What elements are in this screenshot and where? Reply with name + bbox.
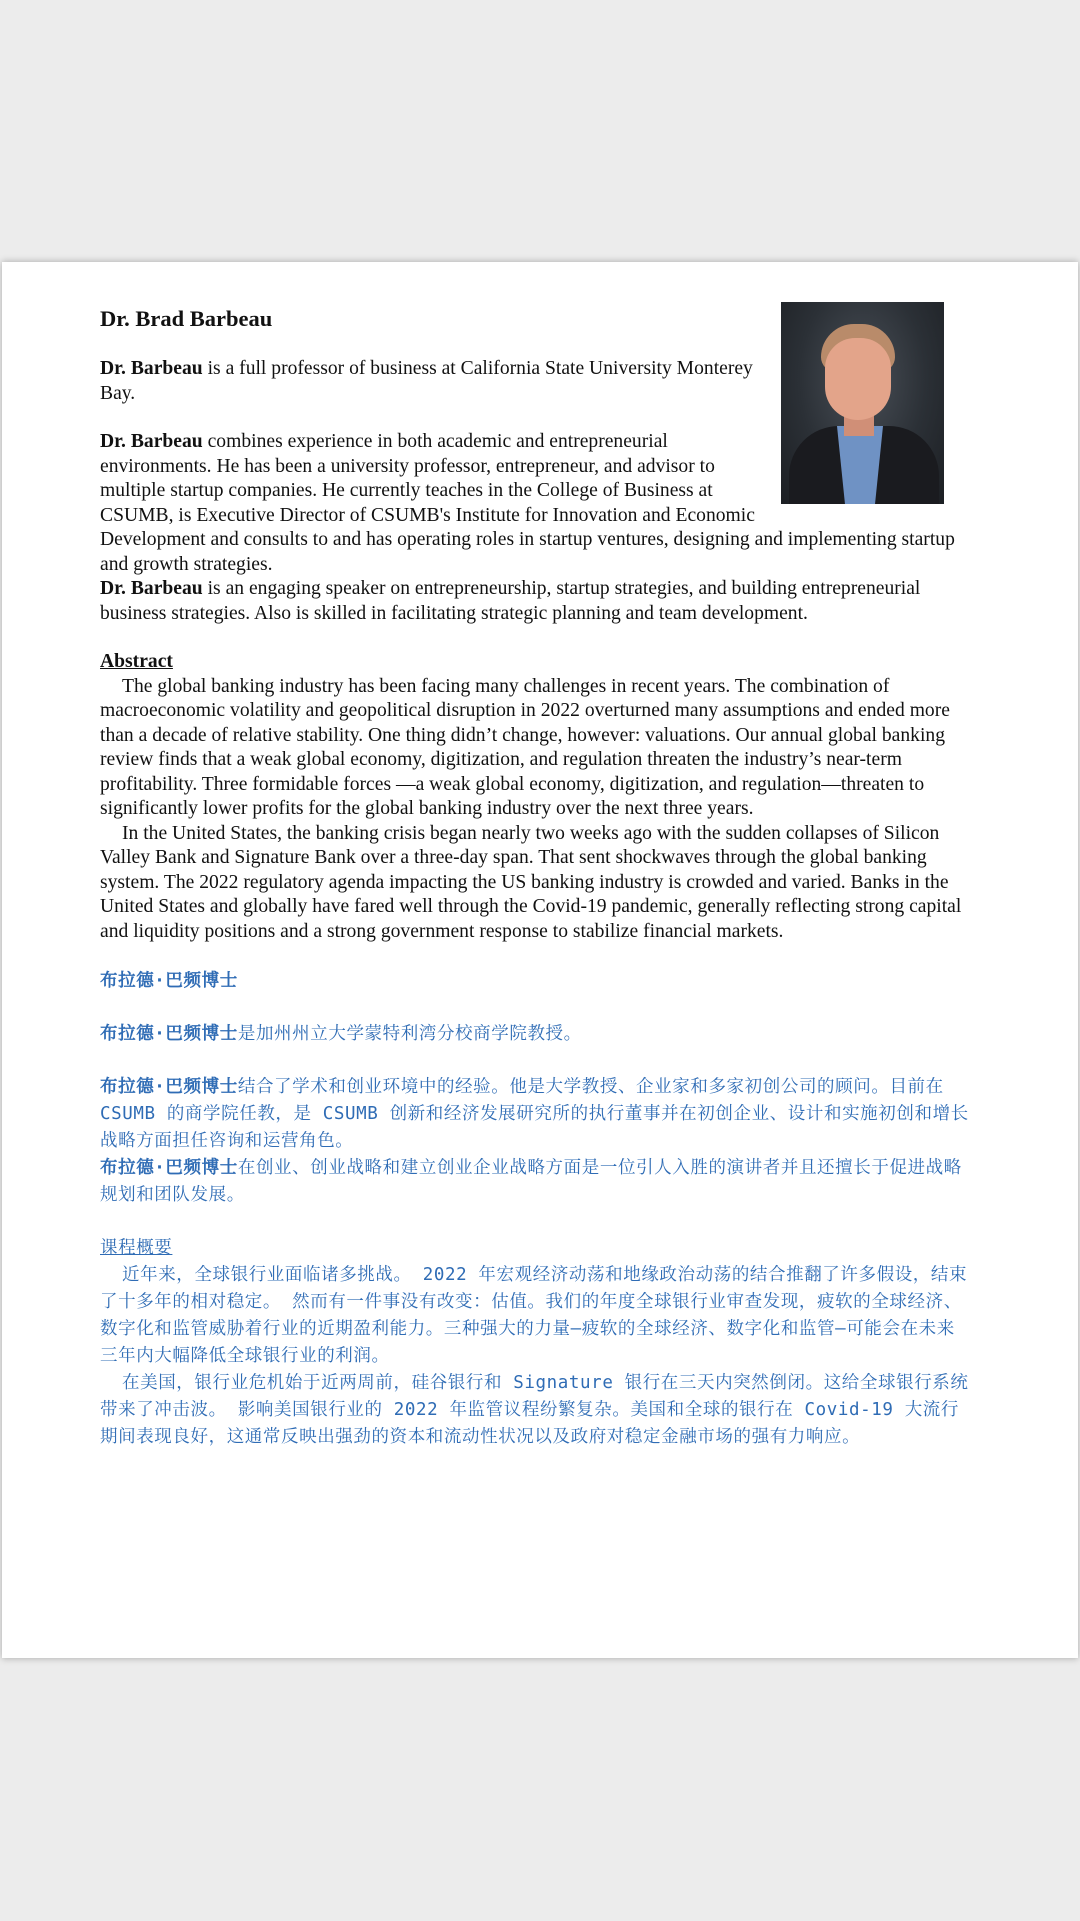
document-content: [100, 302, 970, 1451]
english-title: Dr. Brad Barbeau: [100, 306, 273, 331]
chinese-abstract-p1: 近年来，全球银行业面临诸多挑战。 2022 年宏观经济动荡和地缘政治动荡的结合推翻了许多假设，结束了十多年的相对稳定。 然而有一件事没有改变：估值。我们的年度全球银行业审查发现，疲软的全球经济、数字化和监管威胁着行业的近期盈利能力。三种强大的力量—疲软的全球经济、数字化和监管—可能会在未来三年内大幅降低全球银行业的利润。: [100, 1265, 968, 1366]
chinese-bio-2: 布拉德·巴频博士在创业、创业战略和建立创业企业战略方面是一位引人入胜的演讲者并且还擅长于促进战略规划和团队发展。: [100, 1158, 962, 1205]
english-intro: Dr. Barbeau is a full professor of business at California State University Monterey Bay.: [100, 358, 753, 404]
english-bio-2: Dr. Barbeau is an engaging speaker on entrepreneurship, startup strategies, and building entrepreneurial business strategies. Also is skilled in facilitating strategic planning and team development.: [100, 578, 921, 624]
portrait-photo-icon: [781, 302, 944, 504]
chinese-name-bold: 布拉德·巴频博士: [100, 1158, 238, 1178]
chinese-name-bold: 布拉德·巴频博士: [100, 1077, 238, 1097]
name-bold: Dr. Barbeau: [100, 431, 203, 452]
chinese-title: 布拉德·巴频博士: [100, 971, 238, 991]
english-bio-1: Dr. Barbeau combines experience in both academic and entrepreneurial environments. He has been a university professor, entrepreneur, and advisor to multiple startup companies. He currently teaches in the College of Business at CSUMB, is Executive Director of CSUMB's Institute for Innovation and Economic Development and consults to and has operating roles in startup ventures, designing and implementing startup and growth strategies.: [100, 431, 955, 575]
english-abstract-heading: Abstract: [100, 651, 173, 672]
english-abstract-p2: In the United States, the banking crisis began nearly two weeks ago with the sudden collapses of Silicon Valley Bank and Signature Bank over a three-day span. That sent shockwaves through the global banking system. The 2022 regulatory agenda impacting the US banking industry is crowded and varied. Banks in the United States and globally have fared well through the Covid-19 pandemic, generally reflecting strong capital and liquidity positions and a strong government response to stabilize financial markets.: [100, 822, 962, 942]
chinese-section: [100, 968, 970, 1451]
name-bold: Dr. Barbeau: [100, 578, 203, 599]
english-abstract-p1: The global banking industry has been facing many challenges in recent years. The combination of macroeconomic volatility and geopolitical disruption in 2022 overturned many assumptions and ended more than a decade of relative stability. One thing didn’t change, however: valuations. Our annual global banking review finds that a weak global economy, digitization, and regulation threaten the industry’s near-term profitability. Three formidable forces —a weak global economy, digitization, and regulation—threaten to significantly lower profits for the global banking industry over the next three years.: [100, 675, 950, 819]
name-bold: Dr. Barbeau: [100, 358, 203, 379]
chinese-intro: 布拉德·巴频博士是加州州立大学蒙特利湾分校商学院教授。: [100, 1024, 582, 1044]
chinese-abstract-p2: 在美国，银行业危机始于近两周前，硅谷银行和 Signature 银行在三天内突然倒闭。这给全球银行系统带来了冲击波。 影响美国银行业的 2022 年监管议程纷繁复杂。美国和全球的银行在 Covid-19 大流行期间表现良好，这通常反映出强劲的资本和流动性状况以及政府对稳定金融市场的强有力响应。: [100, 1373, 969, 1447]
chinese-abstract-heading: 课程概要: [100, 1238, 173, 1258]
chinese-bio-1: 布拉德·巴频博士结合了学术和创业环境中的经验。他是大学教授、企业家和多家初创公司的顾问。目前在 CSUMB 的商学院任教，是 CSUMB 创新和经济发展研究所的执行董事并在初创企业、设计和实施初创和增长战略方面担任咨询和运营角色。: [100, 1077, 969, 1151]
document-page: [2, 262, 1078, 1658]
chinese-name-bold: 布拉德·巴频博士: [100, 1024, 238, 1044]
